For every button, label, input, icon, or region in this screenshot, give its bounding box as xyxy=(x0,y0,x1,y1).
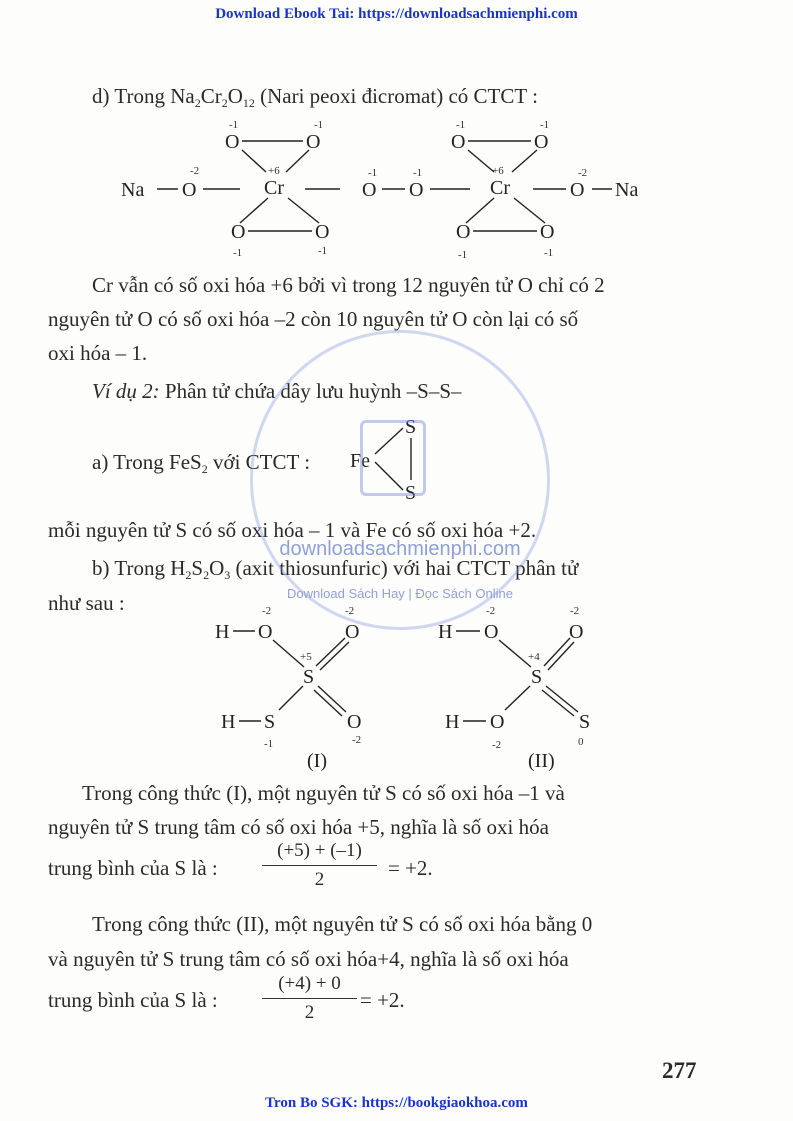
svg-text:O: O xyxy=(306,131,321,153)
cr-oxidation-line-3: oxi hóa – 1. xyxy=(48,341,148,365)
sodium-peroxydichromate-structure xyxy=(0,110,793,260)
svg-text:-1: -1 xyxy=(264,738,274,750)
svg-text:(II): (II) xyxy=(528,750,555,772)
fraction-I xyxy=(262,840,377,891)
svg-text:Fe: Fe xyxy=(350,450,370,472)
svg-text:-1: -1 xyxy=(456,119,466,131)
fraction-II-result: = +2. xyxy=(360,988,405,1012)
svg-text:O: O xyxy=(451,131,466,153)
svg-text:O: O xyxy=(231,221,246,243)
svg-text:H: H xyxy=(445,711,460,733)
fraction-I-denominator: 2 xyxy=(314,869,325,890)
fraction-II xyxy=(262,973,357,1024)
svg-text:O: O xyxy=(362,179,377,201)
cr-oxidation-line-2: nguyên tử O có số oxi hóa –2 còn 10 nguyên tử O còn lại có số xyxy=(48,307,579,331)
svg-text:S: S xyxy=(405,482,417,504)
svg-text:O: O xyxy=(258,621,273,643)
svg-text:-1: -1 xyxy=(318,245,328,257)
svg-text:H: H xyxy=(221,711,236,733)
svg-text:S: S xyxy=(405,416,417,438)
svg-text:-1: -1 xyxy=(413,167,423,179)
example-b-line: b) Trong H2S2O3 (axit thiosunfuric) với hai CTCT phân tử xyxy=(92,556,579,582)
fraction-I-numerator: (+5) + (–1) xyxy=(262,840,377,866)
watermark-tagline: Download Sách Hay | Đọc Sách Online xyxy=(287,586,513,601)
fraction-I-result: = +2. xyxy=(388,856,433,880)
footer-sgk-link[interactable]: Tron Bo SGK: https://bookgiaokhoa.com xyxy=(265,1095,528,1111)
svg-text:O: O xyxy=(540,221,555,243)
watermark xyxy=(250,330,550,630)
svg-text:-2: -2 xyxy=(570,605,580,617)
svg-text:O: O xyxy=(490,711,505,733)
svg-text:O: O xyxy=(182,179,197,201)
formula-II-line-2: và nguyên tử S trung tâm có số oxi hóa+4, nghĩa là số oxi hóa xyxy=(48,947,569,971)
fes2-conclusion: mỗi nguyên tử S có số oxi hóa – 1 và Fe có số oxi hóa +2. xyxy=(48,518,537,542)
svg-text:+6: +6 xyxy=(268,165,280,177)
formula-I-line-1: Trong công thức (I), một nguyên tử S có số oxi hóa –1 và xyxy=(82,781,565,805)
svg-text:O: O xyxy=(409,179,424,201)
svg-text:Na: Na xyxy=(615,179,639,201)
svg-text:-1: -1 xyxy=(314,119,324,131)
svg-text:-1: -1 xyxy=(458,249,468,260)
svg-text:-1: -1 xyxy=(229,119,239,131)
svg-text:S: S xyxy=(531,666,543,688)
svg-text:S: S xyxy=(264,711,276,733)
svg-text:-1: -1 xyxy=(544,247,554,259)
svg-text:O: O xyxy=(534,131,549,153)
svg-text:-2: -2 xyxy=(190,165,200,177)
svg-text:H: H xyxy=(215,621,230,643)
svg-text:0: 0 xyxy=(578,736,584,748)
svg-text:-2: -2 xyxy=(262,605,272,617)
watermark-site: downloadsachmienphi.com xyxy=(279,538,521,560)
svg-text:O: O xyxy=(345,621,360,643)
formula-I-line-3: trung bình của S là : xyxy=(48,856,218,880)
svg-text:-2: -2 xyxy=(352,734,362,746)
example-d-line: d) Trong Na2Cr2O12 (Nari peoxi đicromat) có CTCT : xyxy=(92,84,538,110)
svg-text:-2: -2 xyxy=(345,605,355,617)
example-a-line: a) Trong FeS2 với CTCT : xyxy=(92,450,311,476)
fraction-II-numerator: (+4) + 0 xyxy=(262,973,357,999)
book-icon xyxy=(360,420,426,496)
svg-text:S: S xyxy=(303,666,315,688)
svg-text:H: H xyxy=(438,621,453,643)
svg-text:-2: -2 xyxy=(492,739,502,751)
svg-text:O: O xyxy=(570,179,585,201)
svg-text:+5: +5 xyxy=(300,651,312,663)
svg-text:-2: -2 xyxy=(578,167,588,179)
example-b-line-2: như sau : xyxy=(48,591,125,615)
example-2-heading: Ví dụ 2: Phân tử chứa dây lưu huỳnh –S–S– xyxy=(92,379,462,403)
svg-text:O: O xyxy=(315,221,330,243)
svg-text:S: S xyxy=(579,711,591,733)
svg-text:O: O xyxy=(569,621,584,643)
page-number: 277 xyxy=(662,1058,697,1083)
svg-text:-2: -2 xyxy=(486,605,496,617)
svg-text:(I): (I) xyxy=(307,750,327,772)
svg-text:O: O xyxy=(456,221,471,243)
svg-text:+6: +6 xyxy=(492,165,504,177)
formula-I-line-2: nguyên tử S trung tâm có số oxi hóa +5, nghĩa là số oxi hóa xyxy=(48,815,549,839)
svg-text:O: O xyxy=(225,131,240,153)
formula-II-line-3: trung bình của S là : xyxy=(48,988,218,1012)
svg-text:O: O xyxy=(484,621,499,643)
fraction-II-denominator: 2 xyxy=(304,1002,315,1023)
formula-II-line-1: Trong công thức (II), một nguyên tử S có số oxi hóa bằng 0 xyxy=(92,912,593,936)
svg-text:Cr: Cr xyxy=(264,177,284,199)
svg-text:-1: -1 xyxy=(540,119,550,131)
cr-oxidation-line-1: Cr vẫn có số oxi hóa +6 bởi vì trong 12 nguyên tử O chỉ có 2 xyxy=(92,273,605,297)
svg-text:-1: -1 xyxy=(233,247,243,259)
header-download-link[interactable]: Download Ebook Tai: https://downloadsachmienphi.com xyxy=(215,6,578,22)
svg-text:-1: -1 xyxy=(368,167,378,179)
svg-text:O: O xyxy=(347,711,362,733)
svg-text:Cr: Cr xyxy=(490,177,510,199)
svg-text:+4: +4 xyxy=(528,651,540,663)
svg-text:Na: Na xyxy=(121,179,145,201)
